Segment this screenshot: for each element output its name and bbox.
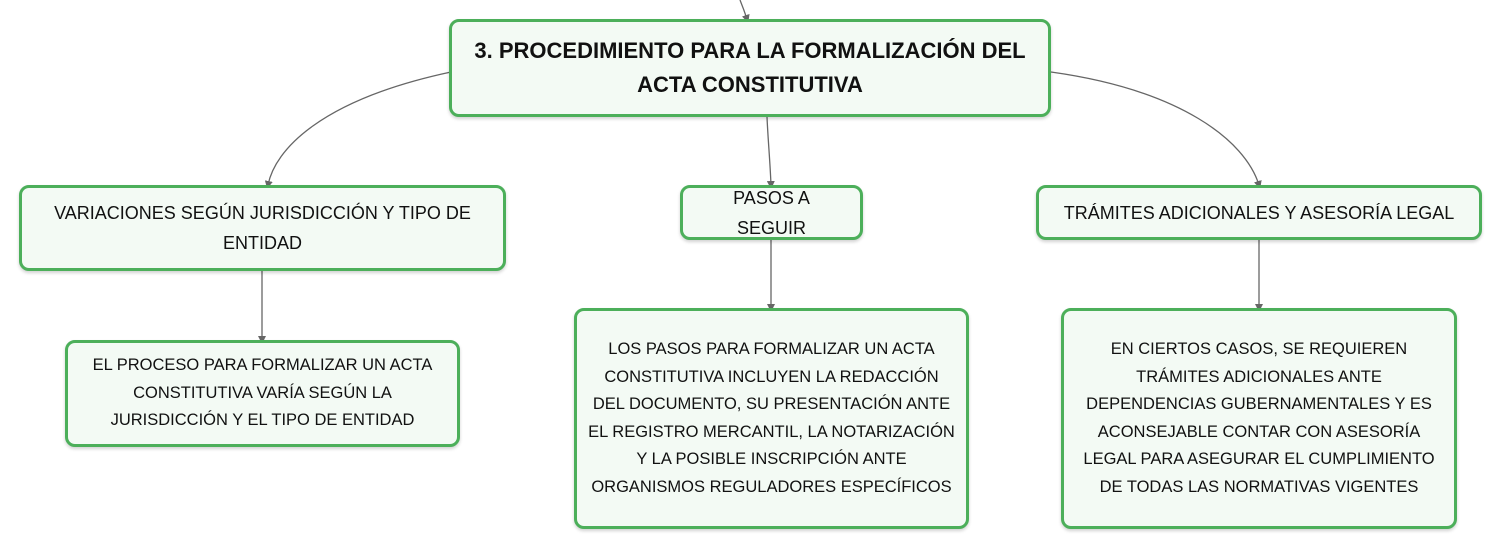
branch-variaciones-text: VARIACIONES SEGÚN JURISDICCIÓN Y TIPO DE ENTIDAD bbox=[54, 203, 471, 253]
detail-variaciones-text: EL PROCESO PARA FORMALIZAR UN ACTA CONSTITUTIVA VARÍA SEGÚN LA JURISDICCIÓN Y EL TIPO DE ENTIDAD bbox=[92, 356, 433, 430]
branch-pasos-text: PASOS A SEGUIR bbox=[733, 187, 810, 238]
detail-variaciones-node[interactable] bbox=[65, 340, 460, 447]
branch-tramites-text: TRÁMITES ADICIONALES Y ASESORÍA LEGAL bbox=[1063, 202, 1455, 223]
branch-variaciones-node[interactable] bbox=[19, 185, 506, 271]
branch-tramites-node[interactable] bbox=[1036, 185, 1482, 240]
detail-pasos-text: LOS PASOS PARA FORMALIZAR UN ACTA CONSTITUTIVA INCLUYEN LA REDACCIÓN DEL DOCUMENTO, SU PRESENTACIÓN ANTE EL REGISTRO MERCANTIL, LA NOTARIZACIÓN Y LA POSIBLE INSCRIPCIÓN ANTE ORGANISMOS REGULADORES ESPECÍFICOS bbox=[588, 340, 955, 496]
detail-tramites-text: EN CIERTOS CASOS, SE REQUIEREN TRÁMITES ADICIONALES ANTE DEPENDENCIAS GUBERNAMENTALES Y ES ACONSEJABLE CONTAR CON ASESORÍA LEGAL PARA ASEGURAR EL CUMPLIMIENTO DE TODAS LAS NORMATIVAS VIGENTES bbox=[1083, 340, 1435, 496]
root-topic-text: 3. PROCEDIMIENTO PARA LA FORMALIZACIÓN DEL ACTA CONSTITUTIVA bbox=[474, 38, 1026, 97]
detail-pasos-node[interactable] bbox=[574, 308, 969, 529]
connector-root-to-branch-1 bbox=[268, 72, 451, 185]
root-topic-node[interactable] bbox=[449, 19, 1051, 117]
incoming-connector bbox=[740, 0, 747, 19]
detail-tramites-node[interactable] bbox=[1061, 308, 1457, 529]
branch-pasos-node[interactable] bbox=[680, 185, 863, 240]
connector-root-to-branch-2 bbox=[767, 117, 771, 185]
connector-root-to-branch-3 bbox=[1051, 72, 1259, 185]
